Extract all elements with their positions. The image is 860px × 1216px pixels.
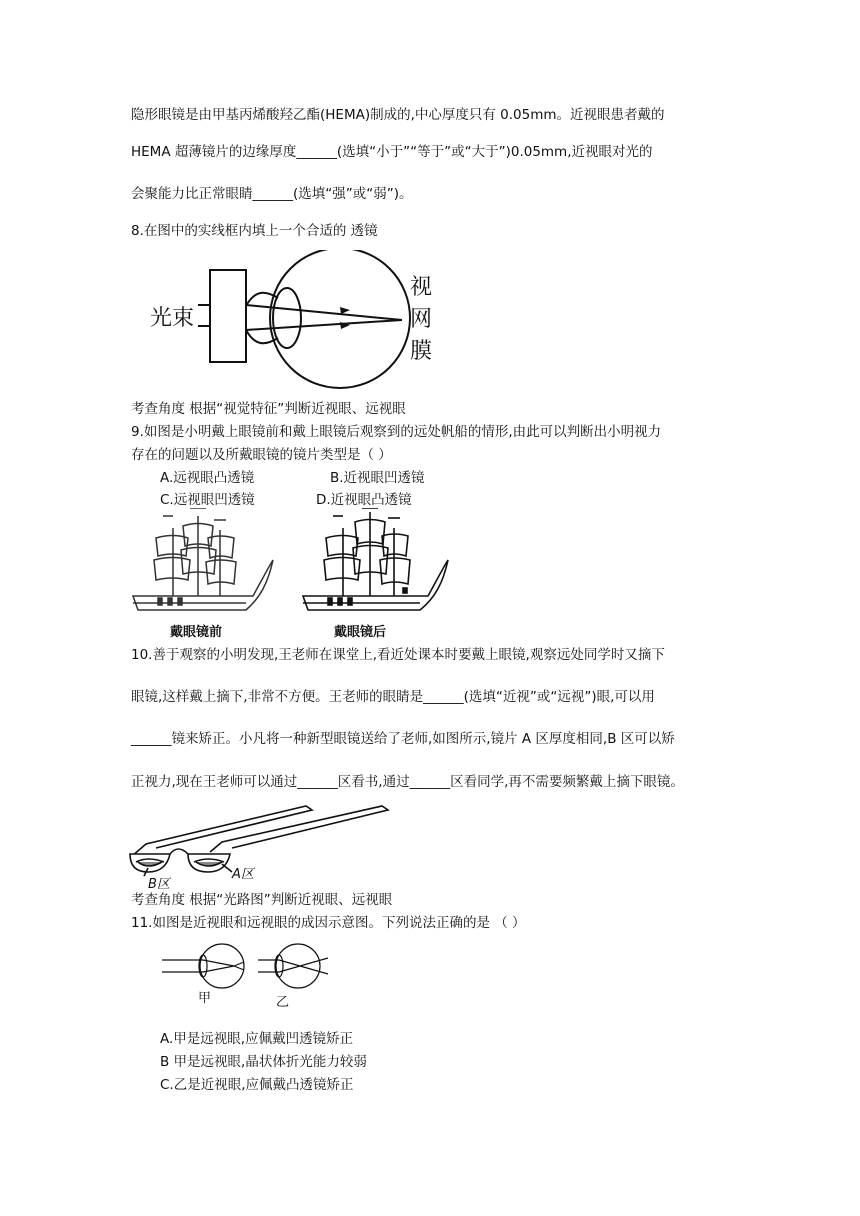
figure-eye-lens [140,250,450,390]
label-retina-3: 膜 [410,339,433,364]
option-9c: C.远视眼凹透镜 [160,492,255,508]
option-11c: C.乙是近视眼,应佩戴凸透镜矫正 [160,1077,354,1093]
question-10-line-2: 眼镜,这样戴上摘下,非常不方便。王老师的眼睛是______(选填“近视”或“远视”)眼,可以用 [131,689,655,705]
option-11a: A.甲是远视眼,应佩戴凹透镜矫正 [160,1031,354,1047]
lens-box [210,270,246,362]
exam-angle-2: 考查角度 根据“光路图”判断近视眼、远视眼 [131,892,393,908]
question-9-line-2: 存在的问题以及所戴眼镜的镜片类型是（ ） [131,447,392,463]
question-10-line-1: 10.善于观察的小明发现,王老师在课堂上,看近处课本时要戴上眼镜,观察远处同学时又摘下 [131,647,665,663]
label-light-beam: 光束 [150,306,195,331]
paragraph-line-3: 会聚能力比正常眼睛______(选填“强”或“弱”)。 [131,186,413,202]
label-zone-b: B区 [148,877,170,892]
label-after-glasses: 戴眼镜后 [334,625,387,640]
ship-after [303,508,448,610]
option-9a: A.远视眼凸透镜 [160,470,255,486]
option-11b: B 甲是远视眼,晶状体折光能力较弱 [160,1054,367,1070]
paragraph-line-1: 隐形眼镜是由甲基丙烯酸羟乙酯(HEMA)制成的,中心厚度只有 0.05mm。近视眼患者戴的 [131,107,665,123]
label-yi: 乙 [276,995,290,1010]
label-zone-a: A区 [232,867,254,882]
option-9d: D.近视眼凸透镜 [316,492,412,508]
paragraph-line-2: HEMA 超薄镜片的边缘厚度______(选填“小于”“等于”或“大于”)0.05mm,近视眼对光的 [131,144,653,160]
label-retina-1: 视 [410,275,433,300]
figure-bifocal-glasses [126,804,426,892]
label-retina-2: 网 [410,307,433,332]
question-8: 8.在图中的实线框内填上一个合适的 透镜 [131,223,378,239]
label-before-glasses: 戴眼镜前 [170,625,223,640]
question-9-line-1: 9.如图是小明戴上眼镜前和戴上眼镜后观察到的远处帆船的情形,由此可以判断出小明视力 [131,424,662,440]
figure-eye-defects [158,940,358,1010]
option-9b: B.近视眼凹透镜 [330,470,425,486]
question-10-line-4: 正视力,现在王老师可以通过______区看书,通过______区看同学,再不需要频繁戴上摘下眼镜。 [131,774,684,790]
question-10-line-3: ______镜来矫正。小凡将一种新型眼镜送给了老师,如图所示,镜片 A 区厚度相同,B 区可以矫 [131,731,675,747]
exam-angle-1: 考查角度 根据“视觉特征”判断近视眼、远视眼 [131,401,406,417]
label-jia: 甲 [198,991,212,1006]
question-11: 11.如图是近视眼和远视眼的成因示意图。下列说法正确的是 （ ） [131,915,526,931]
ship-before [133,508,273,610]
figure-sailing-ships [128,508,458,640]
